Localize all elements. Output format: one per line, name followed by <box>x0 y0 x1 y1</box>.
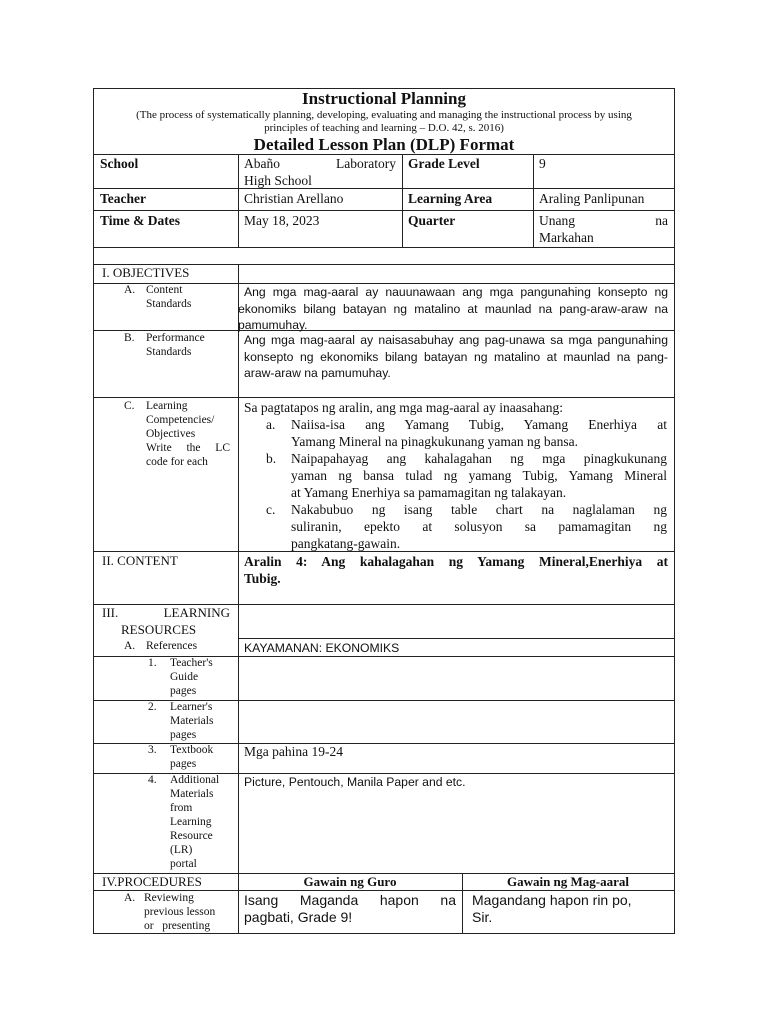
performance-standards-label: Performance <box>146 332 205 344</box>
additional-materials-label: portal <box>170 858 197 870</box>
teacher-value: Christian Arellano <box>244 191 344 206</box>
student-response: Magandang hapon rin po, <box>472 892 632 908</box>
resources-heading: III. LEARNING <box>102 605 230 620</box>
document-title: Instructional Planning <box>302 89 466 108</box>
teachers-guide-label: Teacher's <box>170 657 213 669</box>
performance-standards-text: araw-araw na pamumuhay. <box>244 366 391 380</box>
references-value: KAYAMANAN: EKONOMIKS <box>244 641 400 655</box>
textbook-label: Textbook <box>170 744 214 756</box>
content-standards-text: Ang mga mag-aaral ay nauunawaan ang mga pangunahing konsepto ng <box>244 285 668 299</box>
learning-area-value: Araling Panlipunan <box>539 191 645 206</box>
document-subtitle: principles of teaching and learning – D.O. 42, s. 2016) <box>264 122 504 134</box>
competencies-label: Write the LC <box>146 442 230 454</box>
student-response: Sir. <box>472 909 493 925</box>
teacher-greeting: pagbati, Grade 9! <box>244 909 353 925</box>
objective-item-text: at Yamang Enerhiya sa pamamagitan ng talakayan. <box>291 485 567 500</box>
reviewing-label: previous lesson <box>144 906 216 918</box>
learners-materials-label: Materials <box>170 715 214 727</box>
time-dates-value: May 18, 2023 <box>244 213 320 228</box>
learners-materials-label: Learner's <box>170 701 213 713</box>
quarter-value: Markahan <box>539 230 594 245</box>
content-standards-label: Standards <box>146 298 192 310</box>
reviewing-letter: A. <box>124 892 136 904</box>
content-lesson-title: Aralin 4: Ang kahalagahan ng Yamang Mineral,Enerhiya at <box>244 554 668 569</box>
additional-materials-label: Resource <box>170 830 213 842</box>
textbook-label: pages <box>170 758 197 770</box>
rule-line <box>94 330 674 331</box>
performance-standards-letter: B. <box>124 332 135 344</box>
rule-line <box>94 890 674 891</box>
objective-item-text: Yamang Mineral na pinagkukunang yaman ng bansa. <box>291 434 578 449</box>
objective-item-text: Nakabubuo ng isang table chart na naglalaman ng <box>291 502 667 517</box>
objectives-heading: I. OBJECTIVES <box>102 265 190 280</box>
additional-materials-label: Materials <box>170 788 214 800</box>
competencies-letter: C. <box>124 400 135 412</box>
competencies-intro: Sa pagtatapos ng aralin, ang mga mag-aaral ay inaasahang: <box>244 400 563 415</box>
additional-materials-label: Additional <box>170 774 220 786</box>
additional-materials-label: (LR) <box>170 844 193 856</box>
rule-line <box>94 247 674 248</box>
additional-materials-value: Picture, Pentouch, Manila Paper and etc. <box>244 775 466 789</box>
resource-number: 4. <box>148 774 157 786</box>
content-standards-text: pamumuhay. <box>238 318 308 332</box>
competencies-label: code for each <box>146 456 208 468</box>
references-label: References <box>146 640 198 652</box>
teacher-label: Teacher <box>100 191 146 206</box>
resources-heading: RESOURCES <box>121 622 197 637</box>
learners-materials-label: pages <box>170 729 197 741</box>
rule-line <box>238 154 239 247</box>
objective-item-letter: a. <box>266 417 276 432</box>
grade-level-value: 9 <box>539 156 546 171</box>
rule-line <box>238 638 674 639</box>
school-value: Abaño Laboratory <box>244 156 396 171</box>
content-standards-label: Content <box>146 284 183 296</box>
performance-standards-text: Ang mga mag-aaral ay naisasabuhay ang pag-unawa sa mga pangunahing <box>244 333 668 347</box>
rule-line <box>94 210 674 211</box>
rule-line <box>402 154 403 247</box>
objective-item-text: pangkatang-gawain. <box>291 536 401 551</box>
competencies-label: Competencies/ <box>146 414 215 426</box>
performance-standards-label: Standards <box>146 346 192 358</box>
rule-line <box>94 397 674 398</box>
performance-standards-text: konsepto ng ekonomiks bilang batayan ng matalino at maunlad na pang- <box>244 350 668 364</box>
grade-level-label: Grade Level <box>408 156 480 171</box>
procedures-heading: IV.PROCEDURES <box>102 874 202 889</box>
reviewing-label: or presenting <box>144 920 211 932</box>
teachers-guide-label: Guide <box>170 671 199 683</box>
objective-item-text: yaman ng bansa tulad ng yamang Tubig, Yamang Mineral <box>291 468 667 483</box>
teacher-greeting: Isang Maganda hapon na <box>244 892 456 908</box>
content-heading: II. CONTENT <box>102 553 178 568</box>
content-standards-letter: A. <box>124 284 136 296</box>
document-subtitle: (The process of systematically planning, developing, evaluating and managing the instructional process by using <box>136 109 632 121</box>
objective-item-letter: c. <box>266 502 276 517</box>
references-letter: A. <box>124 640 136 652</box>
teachers-guide-label: pages <box>170 685 197 697</box>
rule-line <box>94 188 674 189</box>
additional-materials-label: Learning <box>170 816 212 828</box>
objective-item-text: suliranin, epekto at solusyon sa pamamagitan ng <box>291 519 667 534</box>
objective-item-text: Naipapahayag ang kahalagahan ng mga pinagkukunang <box>291 451 667 466</box>
reviewing-label: Reviewing <box>144 892 194 904</box>
resource-number: 3. <box>148 744 157 756</box>
rule-line <box>533 154 534 247</box>
competencies-label: Learning <box>146 400 188 412</box>
quarter-label: Quarter <box>408 213 456 228</box>
quarter-value: Unang na <box>539 213 668 228</box>
time-dates-label: Time & Dates <box>100 213 180 228</box>
content-lesson-title: Tubig. <box>244 571 281 586</box>
rule-line <box>238 264 239 934</box>
textbook-value: Mga pahina 19-24 <box>244 744 343 759</box>
objective-item-text: Naiisa-isa ang Yamang Tubig, Yamang Enerhiya at <box>291 417 667 432</box>
teacher-activity-header: Gawain ng Guro <box>303 874 397 889</box>
format-title: Detailed Lesson Plan (DLP) Format <box>253 135 515 154</box>
lesson-plan-document <box>93 88 675 934</box>
student-activity-header: Gawain ng Mag-aaral <box>506 874 630 889</box>
competencies-label: Objectives <box>146 428 196 440</box>
additional-materials-label: from <box>170 802 193 814</box>
objective-item-letter: b. <box>266 451 277 466</box>
resource-number: 2. <box>148 701 157 713</box>
resource-number: 1. <box>148 657 157 669</box>
content-standards-text: ekonomiks bilang batayan ng matalino at maunlad na pang-araw-araw na <box>238 302 668 316</box>
learning-area-label: Learning Area <box>408 191 493 206</box>
school-label: School <box>100 156 139 171</box>
school-value: High School <box>244 173 312 188</box>
